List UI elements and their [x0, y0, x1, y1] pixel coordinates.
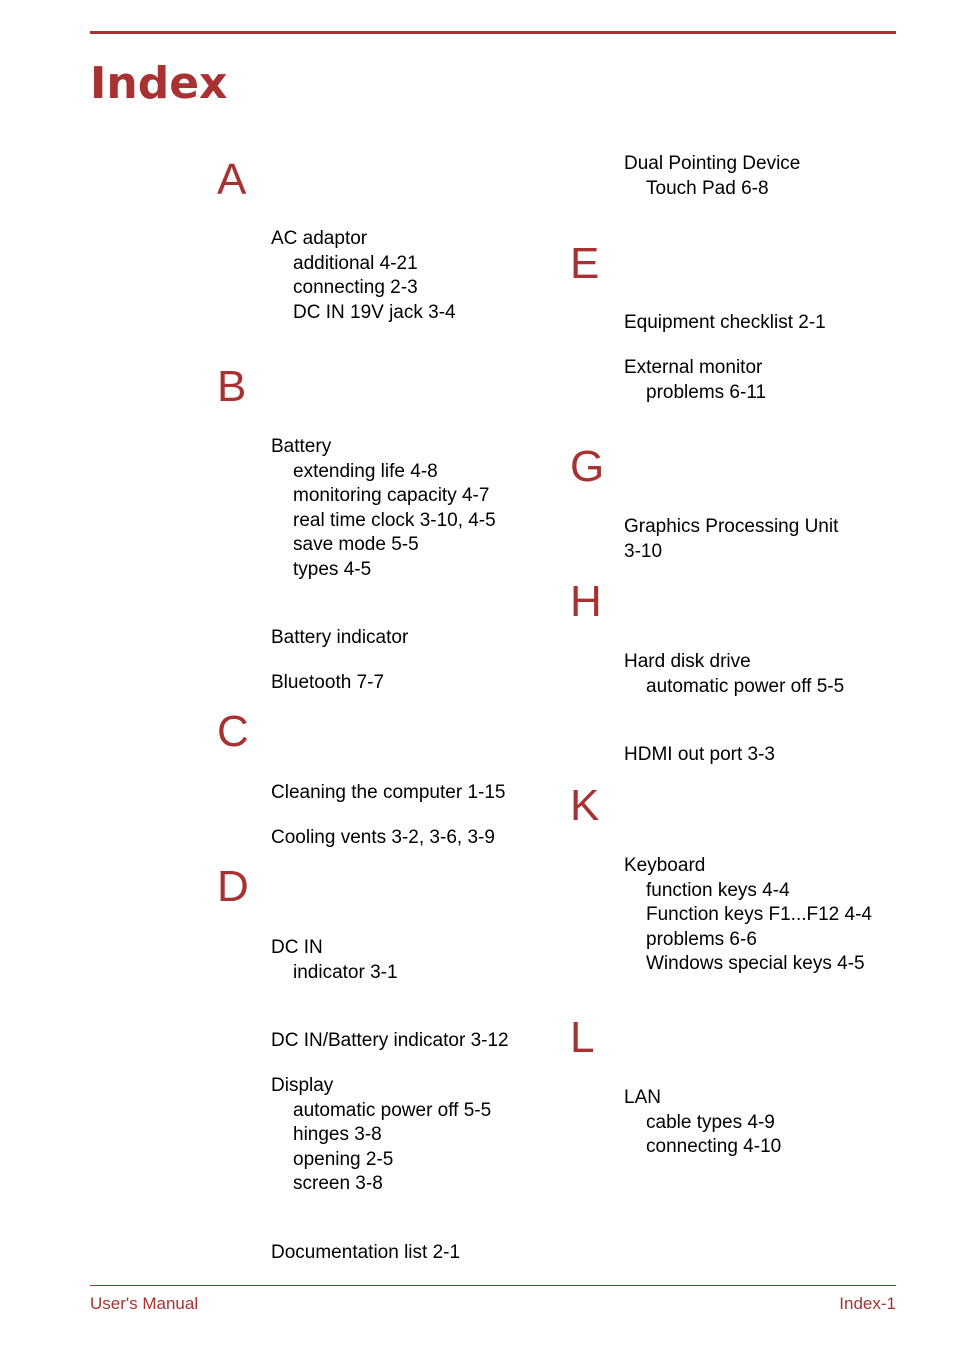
entry-main: LAN [624, 1087, 661, 1108]
section-letter-a: A [217, 155, 247, 204]
entry-main: Battery [271, 436, 332, 457]
index-entry-keyboard [624, 854, 872, 977]
index-entry-documentation-list [271, 1241, 460, 1266]
entry-sub: monitoring capacity 4-7 [293, 485, 490, 506]
section-letter-e: E [570, 239, 600, 288]
entry-main: Documentation list 2-1 [271, 1242, 461, 1263]
entry-sub: automatic power off 5-5 [646, 675, 845, 697]
entry-main: Equipment checklist 2-1 [624, 312, 826, 333]
entry-main: DC IN [271, 937, 323, 958]
entry-sub: automatic power off 5-5 [293, 1099, 492, 1121]
entry-main: Dual Pointing Device [624, 153, 801, 174]
entry-main: Cooling vents 3-2, 3-6, 3-9 [271, 827, 495, 848]
entry-sub: types 4-5 [293, 558, 372, 580]
entry-sub: DC IN 19V jack 3-4 [293, 301, 456, 323]
index-entry-battery-indicator [271, 626, 408, 651]
entry-main: Battery indicator [271, 627, 409, 648]
entry-sub: real time clock 3-10, 4-5 [293, 509, 496, 531]
index-entry-cooling-vents [271, 826, 495, 851]
index-entry-graphics-processing-unit [624, 515, 838, 564]
section-letter-b: B [217, 362, 247, 411]
top-rule [90, 31, 896, 34]
entry-sub: additional 4-21 [293, 252, 418, 274]
entry-sub: function keys 4-4 [646, 879, 790, 901]
index-entry-hdmi-out-port [624, 743, 775, 768]
page-title: Index [90, 58, 228, 109]
section-letter-k: K [570, 781, 600, 830]
index-entry-dual-pointing-device [624, 152, 800, 201]
index-entry-bluetooth [271, 671, 384, 696]
entry-main: Hard disk drive [624, 651, 751, 672]
entry-sub: Function keys F1...F12 4-4 [646, 904, 872, 925]
index-entry-ac-adaptor [271, 227, 456, 325]
footer-page-number: Index-1 [839, 1294, 896, 1313]
index-entry-dc-in [271, 936, 398, 985]
entry-sub: problems 6-11 [646, 381, 767, 403]
entry-main: DC IN/Battery indicator 3-12 [271, 1030, 509, 1051]
section-letter-h: H [570, 577, 602, 626]
entry-sub: save mode 5-5 [293, 534, 419, 555]
entry-sub: connecting 2-3 [293, 277, 418, 298]
entry-main: Bluetooth 7-7 [271, 672, 385, 693]
entry-main: Graphics Processing Unit [624, 516, 839, 537]
entry-sub: extending life 4-8 [293, 460, 438, 482]
entry-main: Keyboard [624, 855, 706, 876]
footer-rule [90, 1285, 896, 1286]
entry-main: HDMI out port 3-3 [624, 744, 775, 765]
entry-main: AC adaptor [271, 228, 368, 249]
entry-sub: hinges 3-8 [293, 1124, 382, 1145]
section-letter-l: L [570, 1013, 595, 1062]
index-entry-display [271, 1074, 491, 1197]
section-letter-g: G [570, 442, 605, 491]
section-letter-d: D [217, 862, 249, 911]
entry-sub: indicator 3-1 [293, 961, 398, 983]
entry-sub: problems 6-6 [646, 928, 757, 950]
index-entry-hard-disk-drive [624, 650, 844, 699]
entry-sub: screen 3-8 [293, 1173, 383, 1194]
entry-main: Cleaning the computer 1-15 [271, 782, 506, 803]
entry-main: Display [271, 1075, 334, 1096]
entry-main-continued: 3-10 [624, 540, 663, 562]
index-entry-lan [624, 1086, 781, 1160]
entry-sub: connecting 4-10 [646, 1136, 782, 1157]
entry-sub: Touch Pad 6-8 [646, 177, 769, 199]
index-entry-dc-in-battery-indicator [271, 1029, 509, 1054]
section-letter-c: C [217, 707, 249, 756]
index-entry-equipment-checklist [624, 311, 826, 336]
entry-main: External monitor [624, 357, 763, 378]
entry-sub: opening 2-5 [293, 1148, 394, 1170]
index-entry-battery [271, 435, 496, 582]
index-entry-cleaning [271, 781, 505, 806]
footer-manual-title: User's Manual [90, 1294, 199, 1313]
index-entry-external-monitor [624, 356, 766, 405]
entry-sub: cable types 4-9 [646, 1111, 775, 1133]
entry-sub: Windows special keys 4-5 [646, 953, 865, 974]
